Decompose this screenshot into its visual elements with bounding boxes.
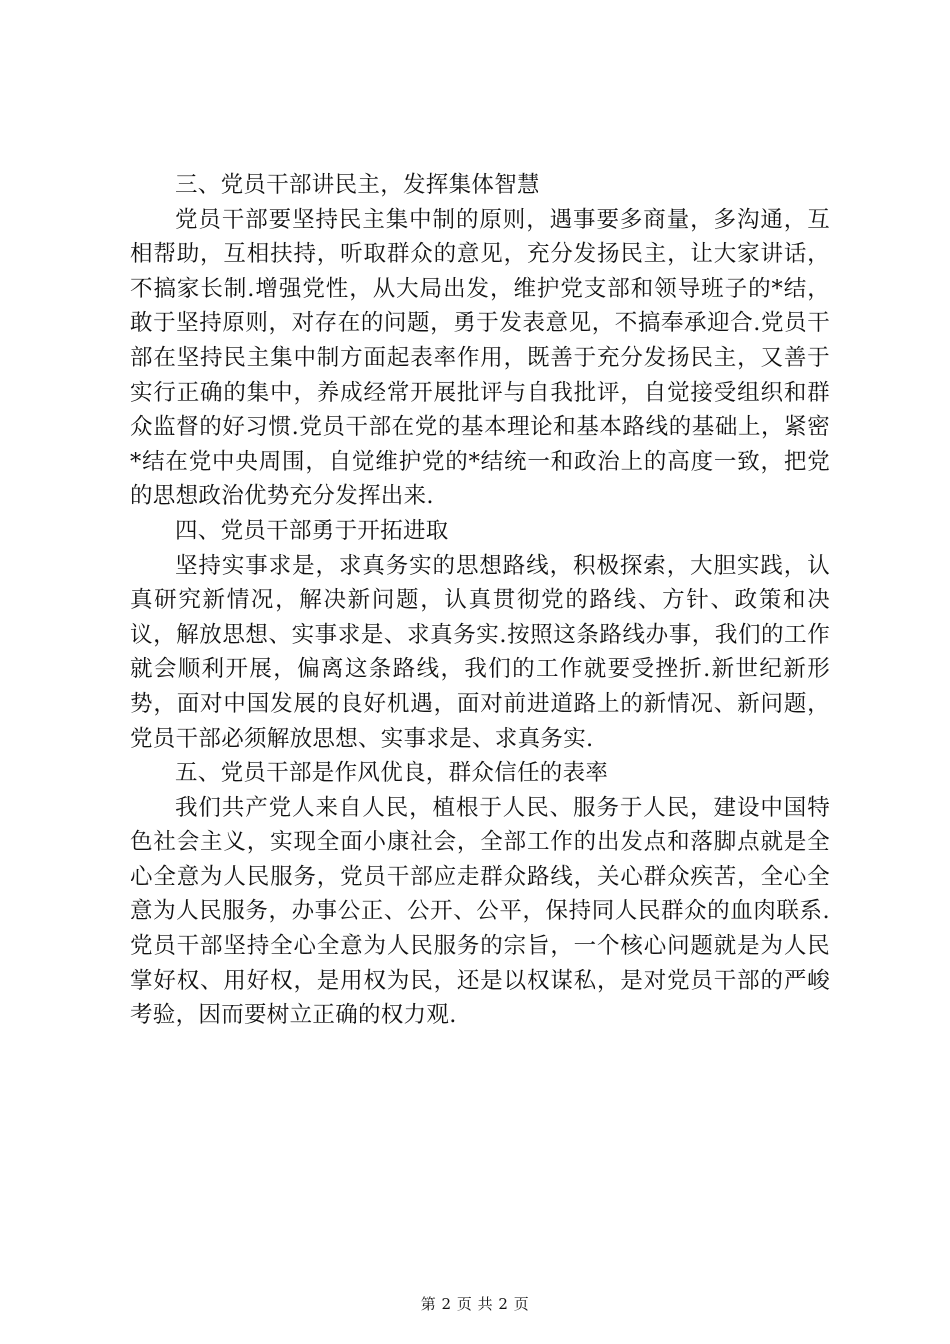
- section-heading-5: 五、党员干部是作风优良，群众信任的表率: [175, 760, 609, 787]
- page-footer: 第 2 页 共 2 页: [420, 1295, 530, 1313]
- document-body: [130, 168, 830, 1033]
- section-paragraph-3: 党员干部要坚持民主集中制的原则，遇事要多商量，多沟通，互相帮助，互相扶持，听取群众的意见，充分发扬民主，让大家讲话，不搞家长制.增强党性，从大局出发，维护党支部和领导班子的*结，敢于坚持原则，对存在的问题，勇于发表意见，不搞奉承迎合.党员干部在坚持民主集中制方面起表率作用，既善于充分发扬民主，又善于实行正确的集中，养成经常开展批评与自我批评，自觉接受组织和群众监督的好习惯.党员干部在党的基本理论和基本路线的基础上，紧密*结在党中央周围，自觉维护党的*结统一和政治上的高度一致，把党的思想政治优势充分发挥出来.: [130, 206, 830, 510]
- section-paragraph-5: 我们共产党人来自人民，植根于人民、服务于人民，建设中国特色社会主义，实现全面小康社会，全部工作的出发点和落脚点就是全心全意为人民服务，党员干部应走群众路线，关心群众疾苦，全心全意为人民服务，办事公正、公开、公平，保持同人民群众的血肉联系.党员干部坚持全心全意为人民服务的宗旨，一个核心问题就是为人民掌好权、用好权，是用权为民，还是以权谋私，是对党员干部的严峻考验，因而要树立正确的权力观.: [130, 794, 830, 1029]
- section-paragraph-4: 坚持实事求是，求真务实的思想路线，积极探索，大胆实践，认真研究新情况，解决新问题，认真贯彻党的路线、方针、政策和决议，解放思想、实事求是、求真务实.按照这条路线办事，我们的工作就会顺利开展，偏离这条路线，我们的工作就要受挫折.新世纪新形势，面对中国发展的良好机遇，面对前进道路上的新情况、新问题，党员干部必须解放思想、实事求是、求真务实.: [130, 552, 830, 752]
- section-heading-3: 三、党员干部讲民主，发挥集体智慧: [175, 172, 540, 198]
- section-heading-4: 四、党员干部勇于开拓进取: [175, 517, 449, 544]
